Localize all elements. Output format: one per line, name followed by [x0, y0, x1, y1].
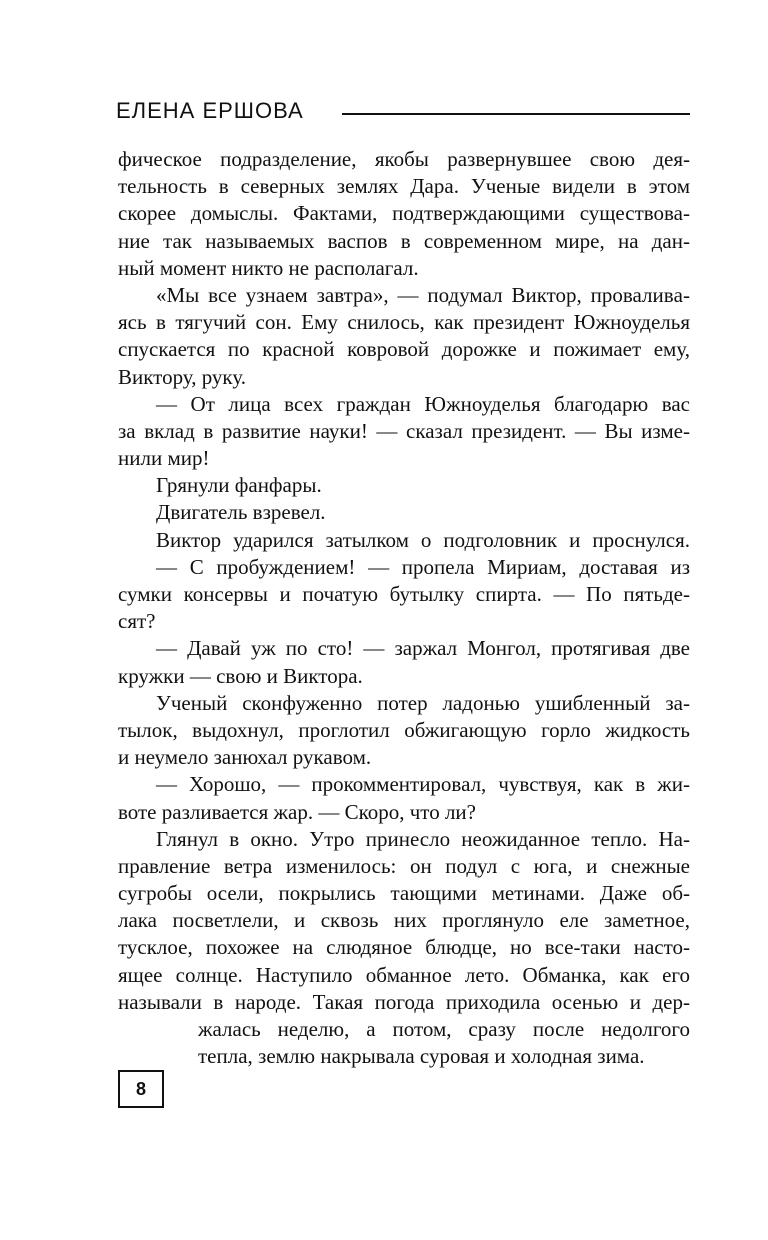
text-line: называли в народе. Такая погода приходила осенью и дер- — [118, 989, 690, 1014]
text-line: кружки — свою и Виктора. — [118, 663, 363, 688]
text-line: Виктору, руку. — [118, 364, 246, 389]
text-line: Глянул в окно. Утро принесло неожиданное тепло. На- — [156, 826, 690, 851]
text-line: сугробы осели, покрылись тающими метинами. Даже об- — [118, 881, 690, 906]
text-line: ный момент никто не располагал. — [118, 255, 419, 280]
text-line: и неумело занюхал рукавом. — [118, 745, 372, 770]
text-line: сят? — [118, 609, 156, 634]
text-line: тельность в северных землях Дара. Ученые видели в этом — [118, 174, 690, 199]
text-line: спускается по красной ковровой дорожке и пожимает ему, — [118, 337, 690, 362]
text-line: — Хорошо, — прокомментировал, чувствуя, как в жи- — [156, 772, 690, 797]
text-line: нили мир! — [118, 446, 210, 471]
text-line: жалась неделю, а потом, сразу после недолгого — [198, 1017, 690, 1041]
text-line: ясь в тягучий сон. Ему снилось, как президент Южноуделья — [118, 310, 690, 335]
text-line: фическое подразделение, якобы развернувшее свою дея- — [118, 147, 690, 171]
text-line: Виктор ударился затылком о подголовник и проснулся. — [156, 527, 690, 552]
text-line: скорее домыслы. Фактами, подтверждающими существова- — [118, 201, 690, 226]
text-line: за вклад в развитие науки! — сказал президент. — Вы изме- — [118, 418, 690, 443]
text-line: Ученый сконфуженно потер ладонью ушибленный за- — [156, 690, 690, 715]
page-number: 8 — [135, 1078, 146, 1099]
text-line: тылок, выдохнул, проглотил обжигающую горло жидкость — [118, 717, 690, 742]
text-line: воте разливается жар. — Скоро, что ли? — [118, 799, 476, 824]
text-line: лака посветлели, и сквозь них проглянуло еле заметное, — [118, 908, 690, 933]
text-line: — Давай уж по сто! — заржал Монгол, протягивая две — [156, 636, 690, 661]
text-line: тепла, землю накрывала суровая и холодная зима. — [198, 1044, 645, 1069]
page-number-box — [118, 1070, 164, 1108]
header-rule — [342, 113, 690, 115]
text-line: ние так называемых васпов в современном мире, на дан- — [118, 228, 690, 253]
running-header — [116, 98, 690, 134]
text-line: Двигатель взревел. — [156, 500, 326, 525]
text-line: — От лица всех граждан Южноуделья благодарю вас — [156, 391, 690, 416]
author-name: ЕЛЕНА ЕРШОВА — [116, 98, 304, 123]
text-line: ящее солнце. Наступило обманное лето. Обманка, как его — [118, 962, 690, 987]
text-line: Грянули фанфары. — [156, 473, 322, 498]
text-line: «Мы все узнаем завтра», — подумал Виктор, проваливa- — [156, 282, 690, 307]
text-line: правление ветра изменилось: он подул с юга, и снежные — [118, 853, 690, 878]
text-line: сумки консервы и початую бутылку спирта. — По пятьде- — [118, 582, 690, 606]
text-line: тусклое, похожее на слюдяное блюдце, но все-таки насто- — [118, 935, 690, 960]
body-text — [118, 146, 690, 1070]
text-line: — С пробуждением! — пропела Мириам, доставая из — [156, 554, 690, 579]
